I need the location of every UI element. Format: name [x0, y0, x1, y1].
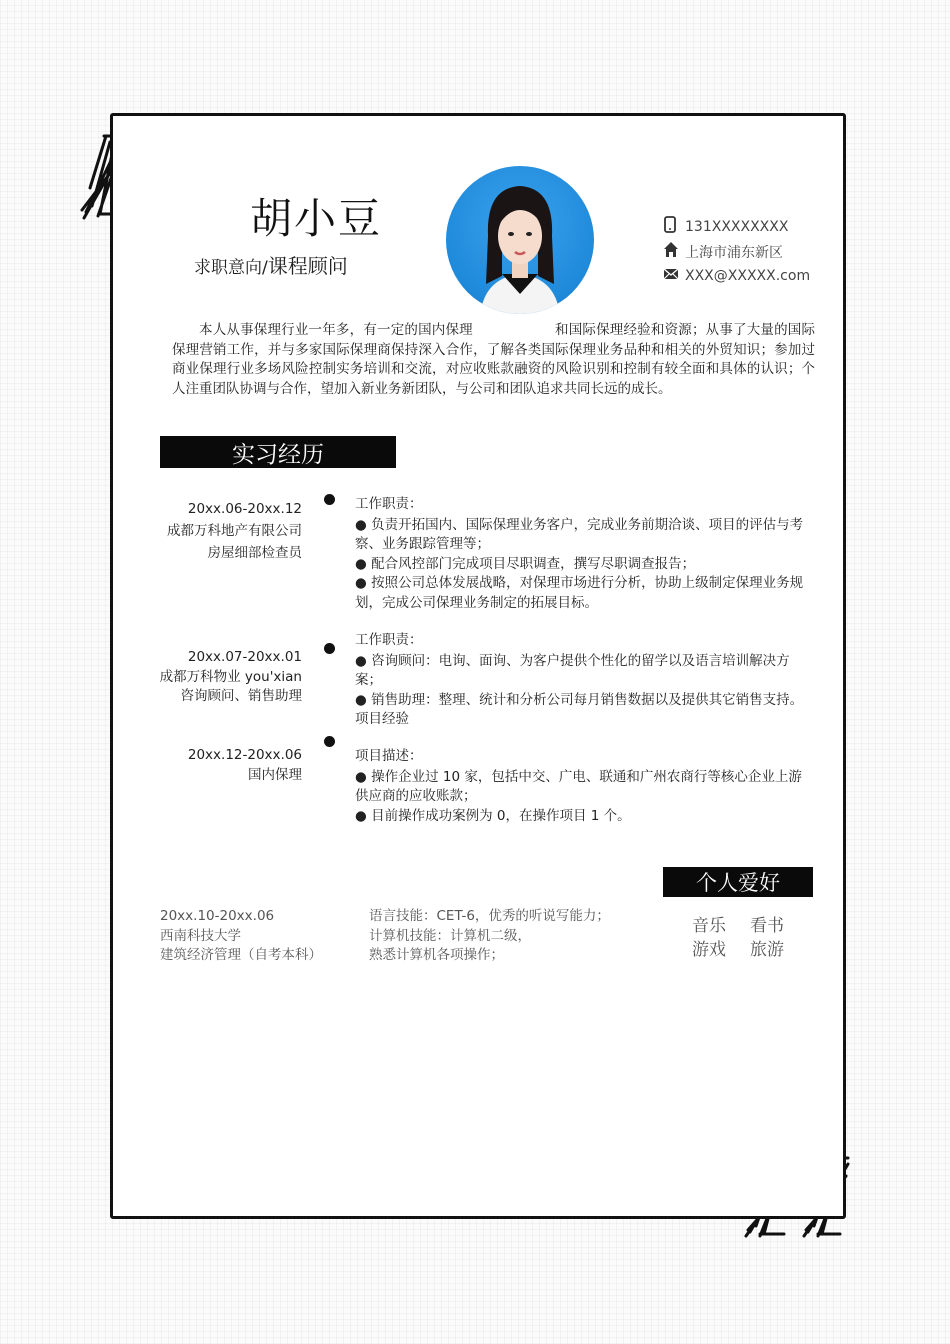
hobby-item: 游戏 — [692, 940, 726, 960]
phone-number: 131XXXXXXXX — [685, 218, 789, 235]
education-block — [160, 907, 322, 966]
education-school: 西南科技大学 — [160, 927, 241, 944]
avatar — [446, 166, 594, 314]
timeline-dot — [324, 736, 335, 747]
experience-meta-1 — [167, 498, 302, 564]
experience-detail-3 — [355, 747, 810, 826]
experience-role: 房屋细部检查员 — [207, 545, 302, 561]
experience-date: 20xx.06-20xx.12 — [187, 501, 302, 517]
job-intent-label: 求职意向/ — [194, 258, 268, 278]
hobby-item: 旅游 — [750, 940, 784, 960]
experience-company: 成都万科物业 you'xian — [159, 668, 302, 685]
timeline-dot — [324, 643, 335, 654]
home-icon — [663, 241, 681, 262]
education-major: 建筑经济管理（自考本科） — [160, 947, 322, 963]
list-item: ● 负责开拓国内、国际保理业务客户，完成业务前期洽谈、项目的评估与考察、业务跟踪管理等； — [355, 516, 804, 552]
skill-item: 语言技能：CET-6，优秀的听说写能力； — [369, 908, 610, 924]
skill-item: 计算机技能：计算机二级， — [369, 927, 531, 944]
experience-role: 咨询顾问、销售助理 — [180, 688, 302, 704]
list-item: ● 按照公司总体发展战略，对保理市场进行分析，协助上级制定保理业务规划，完成公司保理业务制定的拓展目标。 — [355, 575, 804, 611]
experience-company: 成都万科地产有限公司 — [167, 523, 302, 539]
job-intent-value: 课程顾问 — [267, 254, 348, 278]
timeline-dot — [324, 494, 335, 505]
experience-heading: 项目描述： — [355, 748, 423, 764]
email-text: XXX@XXXXX.com — [685, 268, 811, 284]
section-experience-title: 实习经历 — [160, 436, 396, 468]
experience-heading: 工作职责： — [355, 632, 423, 648]
list-item: ● 操作企业过 10 家，包括中交、广电、联通和广州农商行等核心企业上游供应商的应收账款； — [355, 768, 802, 804]
candidate-name: 胡小豆 — [250, 194, 383, 243]
self-summary: 本人从事保理行业一年多，有一定的国内保理 和国际保理经验和资源；从事了大量的国际保理营销工作，并与多家国际保理商保持深入合作，了解各类国际保理业务品种和相关的外贸知识；参加过商业保理行业多场风险控制实务培训和交流，对应收账款融资的风险识别和控制有较全面和具体的认识；个人注重团队协调与合作，望加入新业务新团队，与公司和团队追求共同长远的成长。 — [172, 322, 815, 397]
experience-date: 20xx.07-20xx.01 — [187, 649, 302, 665]
experience-detail-1 — [355, 495, 810, 613]
address-text: 上海市浦东新区 — [685, 244, 783, 261]
list-item: ● 咨询顾问：电询、面询、为客户提供个性化的留学以及语言培训解决方案； — [355, 652, 790, 688]
job-intent — [194, 250, 348, 279]
skill-item: 熟悉计算机各项操作； — [369, 947, 504, 963]
portrait-icon — [446, 166, 594, 314]
contact-address — [663, 241, 783, 262]
experience-meta-2 — [160, 648, 302, 707]
experience-company: 国内保理 — [248, 766, 302, 783]
mail-icon — [663, 268, 681, 284]
experience-footer: 项目经验 — [355, 711, 409, 727]
contact-phone — [663, 216, 788, 237]
hobby-item: 看书 — [750, 916, 784, 936]
experience-detail-2 — [355, 631, 810, 730]
hobby-list — [692, 914, 808, 962]
contact-email — [663, 268, 810, 284]
experience-date: 20xx.12-20xx.06 — [187, 747, 302, 763]
list-item: ● 销售助理：整理、统计和分析公司每月销售数据以及提供其它销售支持。 — [355, 691, 804, 708]
phone-icon — [663, 216, 681, 237]
education-date: 20xx.10-20xx.06 — [160, 908, 275, 924]
skills-block — [369, 907, 610, 966]
experience-meta-3 — [188, 746, 302, 785]
list-item: ● 配合风控部门完成项目尽职调查，撰写尽职调查报告； — [355, 555, 696, 572]
experience-heading: 工作职责： — [355, 496, 423, 512]
list-item: ● 目前操作成功案例为 0，在操作项目 1 个。 — [355, 807, 631, 824]
section-hobby-title: 个人爱好 — [663, 867, 813, 897]
hobby-item: 音乐 — [692, 916, 726, 936]
